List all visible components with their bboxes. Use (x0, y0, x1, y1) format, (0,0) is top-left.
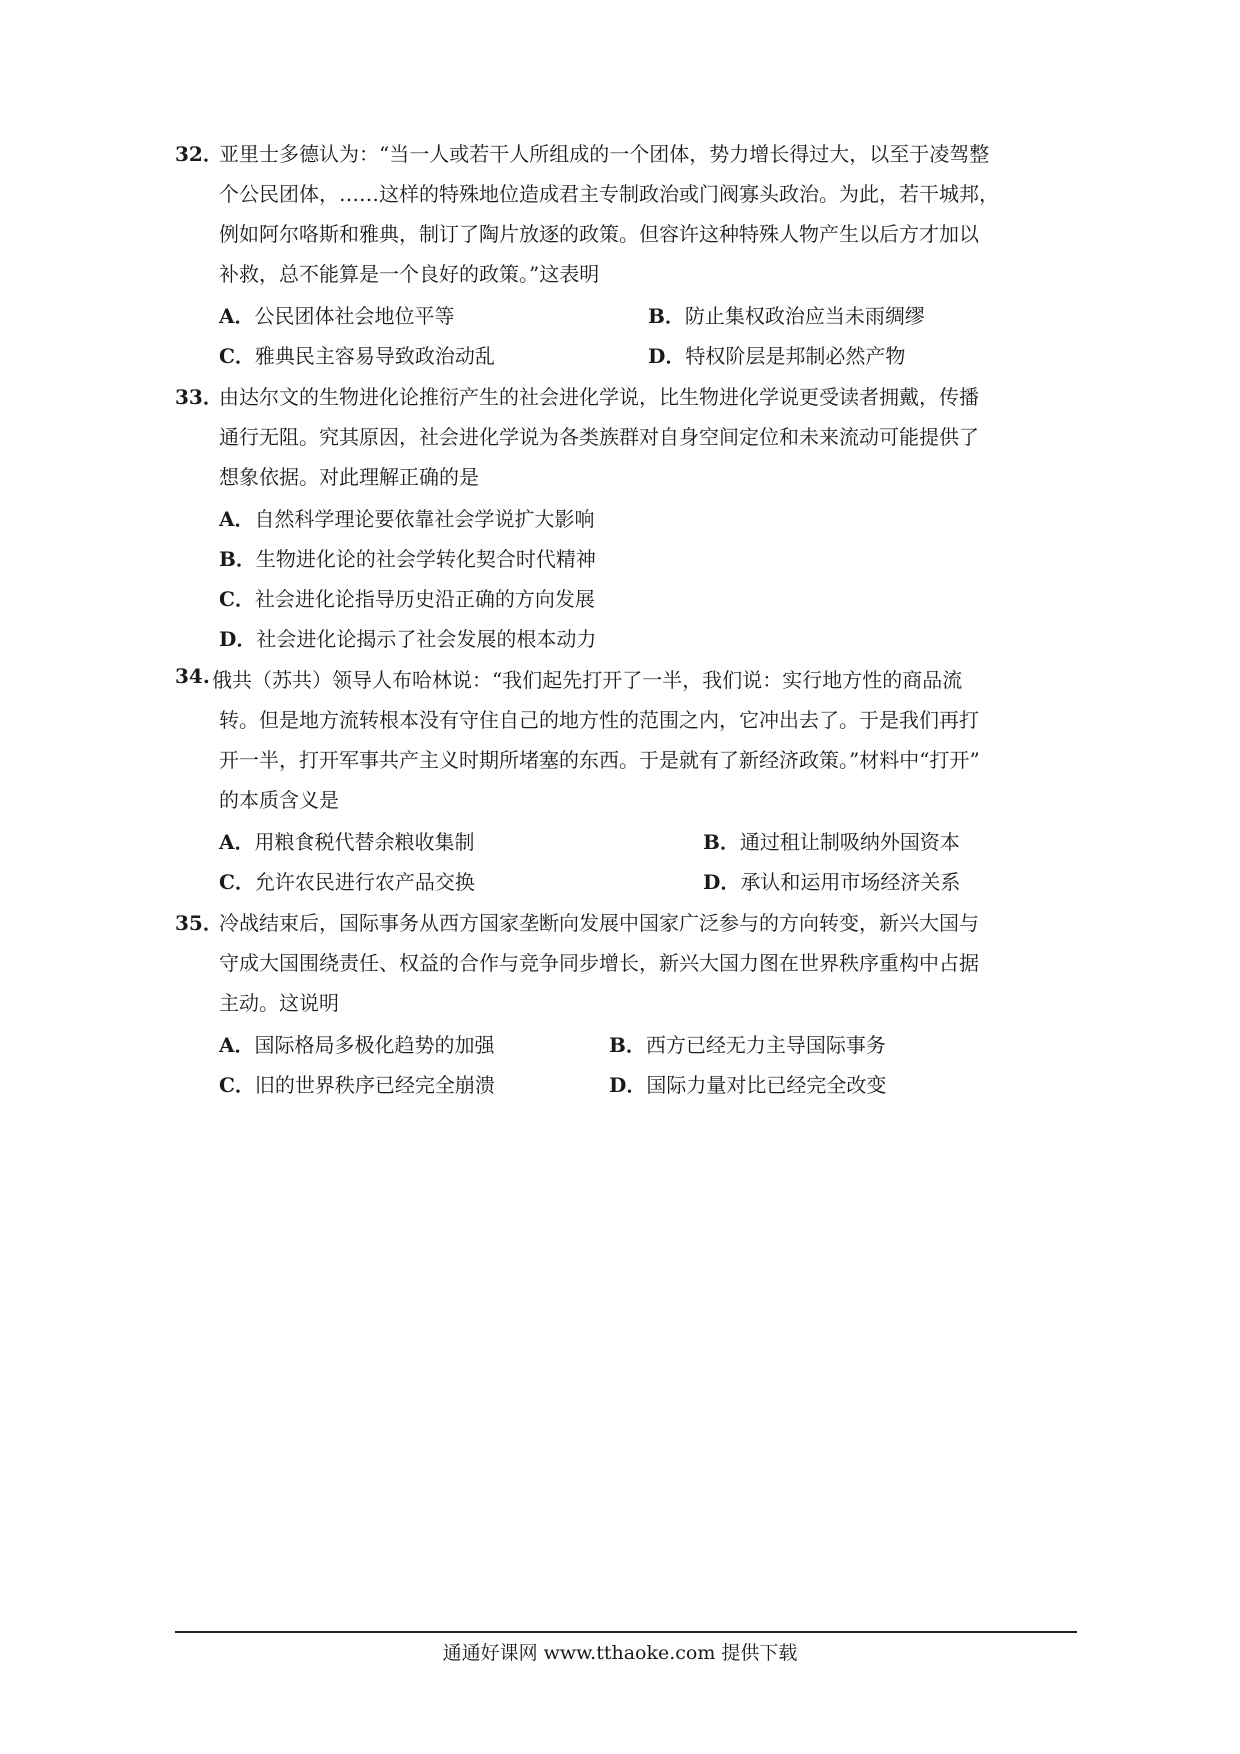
option-c: C．旧的世界秩序已经完全崩溃 (219, 1073, 495, 1097)
option-b: B．防止集权政治应当未雨绸缪 (648, 304, 925, 328)
page-footer: 通通好课网 www.tthaoke.com 提供下载 (442, 1642, 798, 1664)
question-text-line: 想象依据。对此理解正确的是 (219, 465, 479, 489)
option-d: D．特权阶层是邦制必然产物 (648, 344, 906, 368)
option-d: D．社会进化论揭示了社会发展的根本动力 (219, 627, 597, 651)
option-d: D．承认和运用市场经济关系 (703, 870, 961, 894)
question-text-line: 通行无阻。究其原因，社会进化学说为各类族群对自身空间定位和未来流动可能提供了 (219, 425, 979, 449)
question-text-line: 冷战结束后，国际事务从西方国家垄断向发展中国家广泛参与的方向转变，新兴大国与 (219, 911, 979, 935)
question-text-line: 亚里士多德认为：“当一人或若干人所组成的一个团体，势力增长得过大，以至于凌驾整 (219, 142, 990, 166)
question-number: 35． (175, 911, 223, 935)
question-text-line: 补救，总不能算是一个良好的政策。”这表明 (219, 262, 600, 286)
option-a: A．自然科学理论要依靠社会学说扩大影响 (219, 507, 595, 531)
question-text-line: 的本质含义是 (219, 788, 339, 812)
option-a: A．国际格局多极化趋势的加强 (219, 1033, 495, 1057)
question-text-line: 开一半，打开军事共产主义时期所堵塞的东西。于是就有了新经济政策。”材料中“打开” (219, 748, 980, 772)
question-number: 32． (175, 142, 223, 166)
option-b: B．生物进化论的社会学转化契合时代精神 (219, 547, 596, 571)
question-text-line: 俄共（苏共）领导人布哈林说：“我们起先打开了一半，我们说：实行地方性的商品流 (212, 668, 963, 692)
option-a: A．公民团体社会地位平等 (219, 304, 455, 328)
option-c: C．雅典民主容易导致政治动乱 (219, 344, 495, 368)
option-c: C．社会进化论指导历史沿正确的方向发展 (219, 587, 595, 611)
option-d: D．国际力量对比已经完全改变 (609, 1073, 887, 1097)
footer-divider (175, 1631, 1077, 1633)
question-text-line: 主动。这说明 (219, 991, 339, 1015)
option-a: A．用粮食税代替余粮收集制 (219, 830, 475, 854)
question-text-line: 个公民团体，……这样的特殊地位造成君主专制政治或门阀寡头政治。为此，若干城邦， (219, 182, 999, 206)
question-number: 33． (175, 385, 223, 409)
question-text-line: 由达尔文的生物进化论推衍产生的社会进化学说，比生物进化学说更受读者拥戴，传播 (219, 385, 979, 409)
option-c: C．允许农民进行农产品交换 (219, 870, 475, 894)
question-text-line: 转。但是地方流转根本没有守住自己的地方性的范围之内，它冲出去了。于是我们再打 (219, 708, 979, 732)
question-number: 34. (175, 664, 210, 688)
option-b: B．西方已经无力主导国际事务 (609, 1033, 886, 1057)
option-b: B．通过租让制吸纳外国资本 (703, 830, 960, 854)
question-text-line: 例如阿尔咯斯和雅典，制订了陶片放逐的政策。但容许这种特殊人物产生以后方才加以 (219, 222, 979, 246)
question-text-line: 守成大国围绕责任、权益的合作与竞争同步增长，新兴大国力图在世界秩序重构中占据 (219, 951, 979, 975)
